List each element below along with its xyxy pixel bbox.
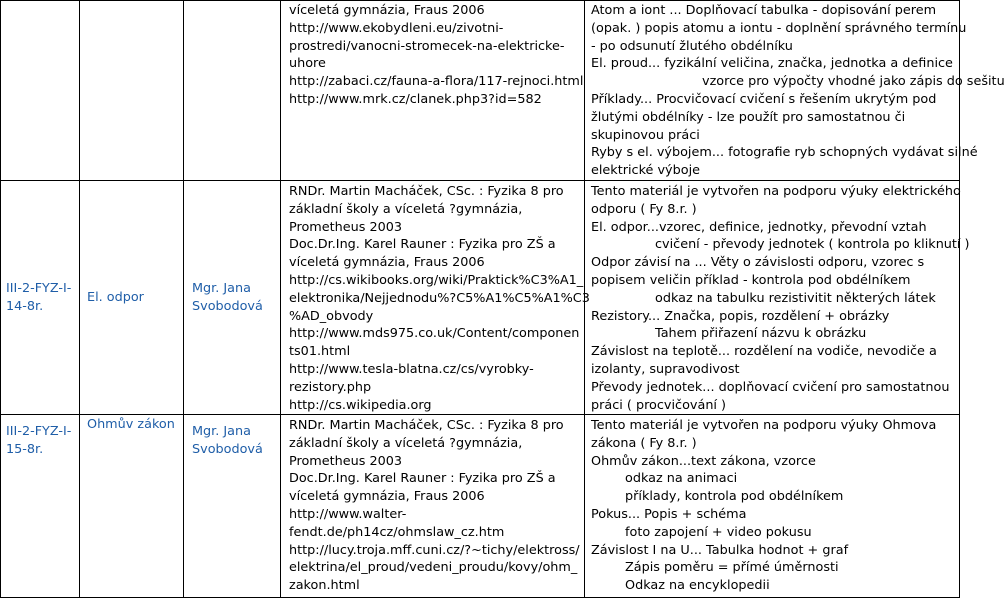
- topic-cell: [87, 415, 181, 435]
- source-line: víceletá gymnázia, Fraus 2006: [289, 3, 485, 18]
- source-line: elektrina/el_proud/vedeni_proudu/kovy/ohm_: [289, 560, 578, 576]
- note-line: Rezistory... Značka, popis, rozdělení + obrázky: [591, 308, 890, 324]
- note-line: (opak. ) popis atomu a iontu - doplnění správného termínu: [591, 20, 967, 36]
- source-line: uhore: [289, 56, 326, 72]
- source-line: http://www.mds975.co.uk/Content/componen: [289, 326, 580, 342]
- note-line: vzorce pro výpočty vhodné jako zápis do sešitu: [702, 74, 1005, 90]
- source-line: http://zabaci.cz/fauna-a-flora/117-rejnoci.html: [289, 74, 584, 90]
- source-line: zakon.html: [289, 578, 360, 594]
- note-line: Závislost I na U... Tabulka hodnot + graf: [591, 542, 849, 558]
- source-line: základní školy a víceletá ?gymnázia,: [289, 201, 523, 217]
- author-cell: [192, 415, 278, 467]
- note-line: popisem veličin příklad - kontrola pod obdélníkem: [591, 272, 911, 288]
- note-line: El. odpor...vzorec, definice, jednotky, převodní vztah: [591, 219, 927, 235]
- note-line: Odpor závisí na ... Věty o závislosti odporu, vzorec s: [591, 255, 925, 271]
- topic-label: El. odpor: [87, 289, 144, 305]
- table-row: [0, 0, 1005, 180]
- note-line: Převody jednotek... doplňovací cvičení pro samostatnou: [591, 379, 950, 395]
- source-line: http://www.mrk.cz/clanek.php3?id=582: [289, 91, 542, 107]
- note-line: příklady, kontrola pod obdélníkem: [625, 489, 844, 505]
- table-row: [0, 181, 970, 414]
- source-line: elektronika/Nejjednodu%?C5%A1%C5%A1%C3: [289, 290, 590, 306]
- note-line: cvičení - převody jednotek ( kontrola po kliknutí ): [655, 237, 970, 253]
- note-line: - po odsunutí žlutého obdélníku: [591, 38, 793, 54]
- note-line: práci ( procvičování ): [591, 397, 727, 413]
- author-cell: [192, 181, 278, 414]
- topic-cell: [87, 181, 181, 414]
- note-line: Závislost na teplotě... rozdělení na vodiče, nevodiče a: [591, 344, 937, 360]
- note-line: žlutými obdélníky - lze použít pro samostatnou či: [591, 109, 906, 125]
- source-line: RNDr. Martin Macháček, CSc. : Fyzika 8 pro: [289, 184, 564, 199]
- material-id: III-2-FYZ-I-14-8r.: [6, 280, 72, 314]
- note-line: Příklady... Procvičovací cvičení s řešením ukrytým pod: [591, 91, 937, 107]
- source-line: rezistory.php: [289, 379, 372, 395]
- note-line: Pokus... Popis + schéma: [591, 506, 747, 522]
- id-cell: [6, 181, 78, 414]
- source-line: fendt.de/ph14cz/ohmslaw_cz.htm: [289, 524, 505, 540]
- source-line: Doc.Dr.Ing. Karel Rauner : Fyzika pro ZŠ a: [289, 237, 556, 253]
- source-line: %AD_obvody: [289, 308, 374, 324]
- note-line: Zápis poměru = přímé úměrnosti: [625, 560, 839, 576]
- source-line: http://cs.wikipedia.org: [289, 397, 432, 413]
- note-line: odkaz na tabulku rezistivitit některých látek: [655, 290, 936, 306]
- note-line: izolanty, supravodivost: [591, 361, 740, 377]
- sources-cell: [289, 2, 584, 109]
- sources-cell: [289, 183, 590, 414]
- note-line: foto zapojení + video pokusu: [625, 524, 812, 540]
- notes-cell: [591, 2, 1005, 180]
- note-line: Tento materiál je vytvořen na podporu výuky Ohmova: [591, 418, 937, 433]
- note-line: skupinovou práci: [591, 127, 700, 143]
- note-line: odkaz na animaci: [625, 471, 738, 487]
- source-line: http://www.walter-: [289, 506, 407, 522]
- source-line: Prometheus 2003: [289, 453, 403, 469]
- source-line: http://www.tesla-blatna.cz/cs/vyrobky-: [289, 361, 534, 377]
- notes-cell: [591, 183, 970, 414]
- source-line: http://lucy.troja.mff.cuni.cz/?~tichy/elektross/: [289, 542, 580, 558]
- sources-cell: [289, 417, 581, 595]
- note-line: Ryby s el. výbojem... fotografie ryb schopných vydávat silné: [591, 145, 978, 161]
- note-line: zákona ( Fy 8.r. ): [591, 435, 697, 451]
- source-line: ts01.html: [289, 344, 351, 360]
- note-line: Tahem přiřazení názvu k obrázku: [655, 326, 867, 342]
- note-line: Atom a iont ... Doplňovací tabulka - dopisování perem: [591, 3, 937, 18]
- table-row: [0, 415, 960, 597]
- source-line: víceletá gymnázia, Fraus 2006: [289, 489, 485, 505]
- source-line: Prometheus 2003: [289, 219, 403, 235]
- note-line: Tento materiál je vytvořen na podporu výuky elektrického: [591, 184, 961, 199]
- author-name: Mgr. Jana Svobodová: [192, 280, 263, 314]
- material-id: III-2-FYZ-I-15-8r.: [6, 424, 72, 457]
- author-name: Mgr. Jana Svobodová: [192, 424, 263, 457]
- source-line: http://cs.wikibooks.org/wiki/Praktick%C3%A1_: [289, 272, 584, 288]
- id-cell: [6, 415, 78, 467]
- note-line: Ohmův zákon...text zákona, vzorce: [591, 453, 816, 469]
- source-line: http://www.ekobydleni.eu/zivotni-: [289, 20, 504, 36]
- source-line: RNDr. Martin Macháček, CSc. : Fyzika 8 pro: [289, 418, 564, 433]
- topic-label: Ohmův zákon: [87, 417, 175, 433]
- note-line: odporu ( Fy 8.r. ): [591, 201, 697, 217]
- source-line: základní školy a víceletá ?gymnázia,: [289, 435, 523, 451]
- source-line: Doc.Dr.Ing. Karel Rauner : Fyzika pro ZŠ a: [289, 471, 556, 487]
- source-line: prostredi/vanocni-stromecek-na-elektricke-: [289, 38, 565, 54]
- source-line: víceletá gymnázia, Fraus 2006: [289, 255, 485, 271]
- note-line: Odkaz na encyklopedii: [625, 578, 770, 594]
- notes-cell: [591, 417, 957, 595]
- note-line: El. proud... fyzikální veličina, značka, jednotka a definice: [591, 56, 953, 72]
- note-line: elektrické výboje: [591, 163, 701, 179]
